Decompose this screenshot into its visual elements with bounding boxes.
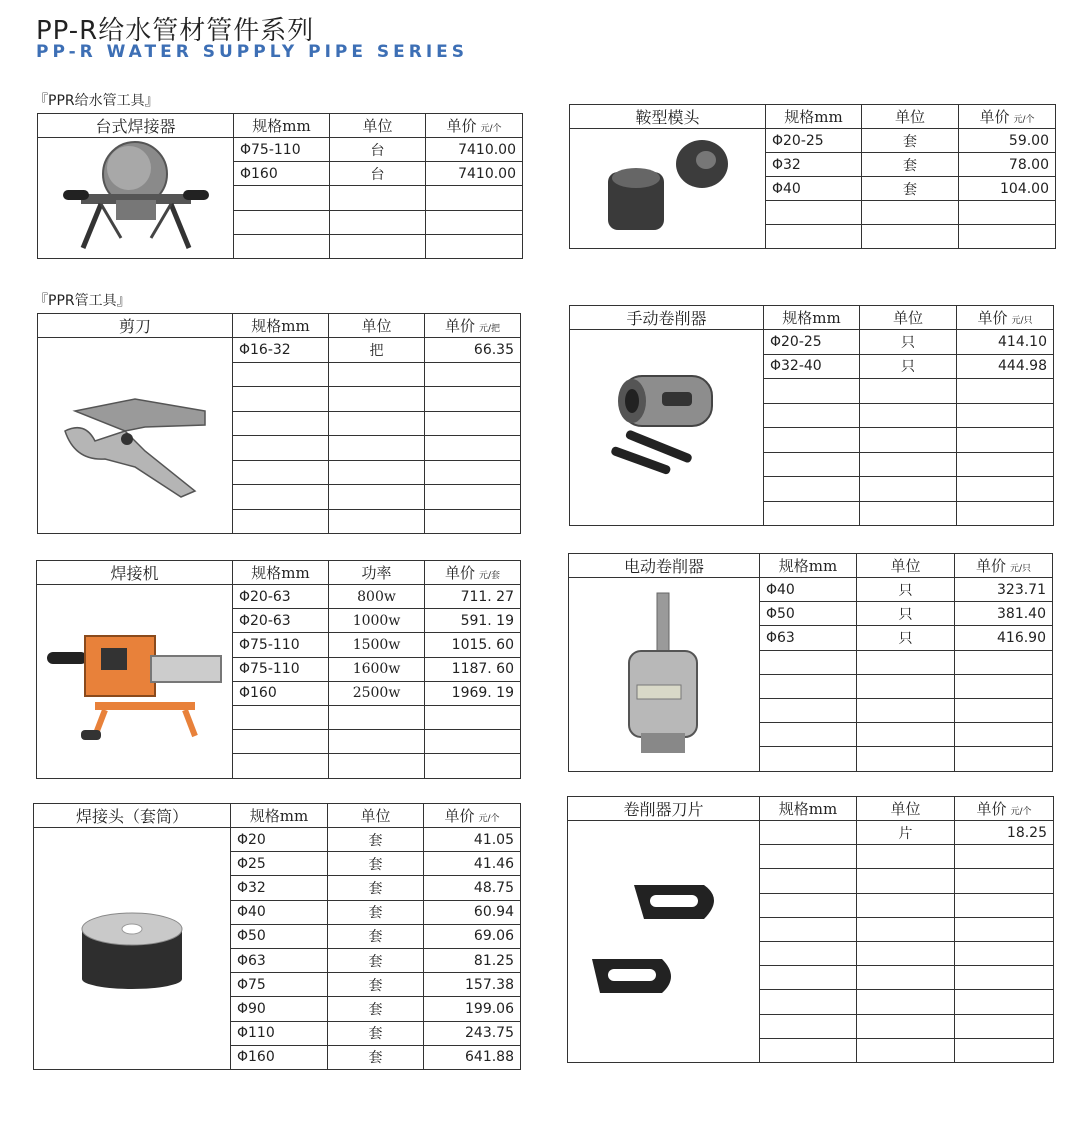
cell-unit (860, 477, 957, 502)
cell-price (425, 460, 521, 485)
cell-unit (857, 845, 955, 869)
cell-price (955, 990, 1054, 1014)
product-table-electric-peeler (568, 553, 1053, 772)
cell-spec (764, 379, 860, 404)
table-row (570, 129, 1056, 153)
cell-price: 1187. 60 (425, 657, 521, 681)
column-header-unit: 功率 (329, 561, 425, 585)
cell-unit (330, 210, 426, 234)
cell-unit: 套 (328, 1045, 424, 1069)
cell-unit: 只 (860, 354, 957, 379)
cell-unit: 套 (862, 153, 959, 177)
product-table-peeler-blade (567, 796, 1054, 1063)
cell-unit: 套 (328, 948, 424, 972)
page-subtitle: PP-R WATER SUPPLY PIPE SERIES (36, 42, 469, 62)
cell-spec (760, 821, 857, 845)
cell-price: 7410.00 (426, 162, 523, 186)
cell-price (955, 723, 1053, 747)
cell-spec (233, 387, 329, 412)
cell-spec: Φ20-25 (764, 330, 860, 355)
product-table-welding-machine (36, 560, 521, 779)
cell-spec (233, 460, 329, 485)
cell-price (425, 754, 521, 778)
cell-price (955, 650, 1053, 674)
cell-unit (330, 186, 426, 210)
cell-price (955, 941, 1054, 965)
cell-spec (233, 411, 329, 436)
column-header-price: 单价 元/个 (424, 804, 521, 828)
cell-spec: Φ160 (231, 1045, 328, 1069)
cell-unit: 800w (329, 585, 425, 609)
cell-price: 1969. 19 (425, 681, 521, 705)
cell-price (955, 698, 1053, 722)
cell-spec (760, 674, 857, 698)
cell-spec: Φ160 (234, 162, 330, 186)
cell-unit (329, 705, 425, 729)
cell-price: 78.00 (959, 153, 1056, 177)
price-unit-label: 元/个 (1013, 115, 1035, 125)
cell-price: 243.75 (424, 1021, 521, 1045)
cell-spec: Φ25 (231, 852, 328, 876)
price-unit-label: 元/只 (1009, 564, 1032, 574)
cell-unit (329, 754, 425, 778)
cell-spec (760, 747, 857, 771)
cell-unit: 套 (328, 973, 424, 997)
cell-price: 48.75 (424, 876, 521, 900)
cell-spec: Φ40 (231, 900, 328, 924)
cell-price: 66.35 (425, 338, 521, 363)
cell-price (426, 234, 523, 258)
product-table-welding-head (33, 803, 521, 1070)
cell-unit (857, 869, 955, 893)
cell-unit: 只 (857, 578, 955, 602)
cell-price: 157.38 (424, 973, 521, 997)
cell-unit: 台 (330, 138, 426, 162)
product-table-saddle-die (569, 104, 1056, 249)
cell-price: 1015. 60 (425, 633, 521, 657)
cell-unit (329, 485, 425, 510)
cell-unit (860, 403, 957, 428)
cell-spec (760, 1014, 857, 1038)
cell-unit (329, 362, 425, 387)
cell-spec (760, 1038, 857, 1062)
cell-price: 444.98 (957, 354, 1054, 379)
cell-price (955, 869, 1054, 893)
cell-spec (233, 754, 329, 778)
cell-price: 381.40 (955, 602, 1053, 626)
cell-spec (760, 869, 857, 893)
cell-spec: Φ63 (231, 948, 328, 972)
column-header-price: 单价 元/把 (425, 314, 521, 338)
cell-spec (234, 210, 330, 234)
cell-spec: Φ20-63 (233, 609, 329, 633)
cell-price (959, 225, 1056, 249)
column-header-product: 卷削器刀片 (568, 797, 760, 821)
cell-price (957, 428, 1054, 453)
cell-unit: 套 (328, 997, 424, 1021)
section-label-pipe-tools: 『PPR管工具』 (34, 293, 131, 309)
cell-unit (857, 966, 955, 990)
cell-unit (329, 730, 425, 754)
cell-unit (857, 723, 955, 747)
cell-unit: 套 (862, 129, 959, 153)
cell-price (426, 210, 523, 234)
welding-head-icon (34, 828, 231, 1070)
cell-spec: Φ40 (760, 578, 857, 602)
column-header-price: 单价 元/只 (957, 306, 1054, 330)
cell-unit: 只 (860, 330, 957, 355)
cell-spec (764, 428, 860, 453)
welding-machine-icon (37, 585, 233, 779)
section-label-supply-tools: 『PPR给水管工具』 (34, 93, 159, 109)
cell-unit (330, 234, 426, 258)
cell-spec (760, 650, 857, 674)
column-header-product: 手动卷削器 (570, 306, 764, 330)
cell-spec: Φ32 (231, 876, 328, 900)
column-header-unit: 单位 (862, 105, 959, 129)
cell-price: 41.05 (424, 828, 521, 852)
column-header-product: 焊接头（套筒） (34, 804, 231, 828)
column-header-spec: 规格mm (233, 561, 329, 585)
table-row (568, 821, 1054, 845)
cell-price: 7410.00 (426, 138, 523, 162)
column-header-spec: 规格mm (231, 804, 328, 828)
cell-unit: 2500w (329, 681, 425, 705)
cell-price (955, 845, 1054, 869)
cell-spec (233, 362, 329, 387)
cell-unit: 只 (857, 626, 955, 650)
cell-spec: Φ32 (766, 153, 862, 177)
cell-price (955, 1014, 1054, 1038)
price-unit-label: 元/把 (478, 324, 501, 334)
cell-price (955, 747, 1053, 771)
cell-price (426, 186, 523, 210)
cell-price: 199.06 (424, 997, 521, 1021)
cell-spec (760, 893, 857, 917)
price-unit-label: 元/个 (1010, 807, 1032, 817)
cell-unit (329, 436, 425, 461)
cell-spec (234, 234, 330, 258)
table-row (38, 138, 523, 162)
table-row (34, 828, 521, 852)
cell-price: 641.88 (424, 1045, 521, 1069)
cell-price: 41.46 (424, 852, 521, 876)
cell-spec: Φ75-110 (233, 657, 329, 681)
cell-price: 416.90 (955, 626, 1053, 650)
cell-unit: 套 (328, 1021, 424, 1045)
column-header-unit: 单位 (328, 804, 424, 828)
cell-spec (764, 501, 860, 526)
cell-unit: 套 (328, 828, 424, 852)
cell-unit (862, 201, 959, 225)
cell-spec (233, 730, 329, 754)
cell-price (425, 411, 521, 436)
cell-unit: 台 (330, 162, 426, 186)
column-header-product: 剪刀 (38, 314, 233, 338)
cell-unit (329, 387, 425, 412)
cell-spec (760, 698, 857, 722)
cell-price (957, 501, 1054, 526)
cell-unit (862, 225, 959, 249)
cell-price: 18.25 (955, 821, 1054, 845)
cell-spec: Φ90 (231, 997, 328, 1021)
column-header-price: 单价 元/个 (426, 114, 523, 138)
cell-unit: 把 (329, 338, 425, 363)
cell-unit (857, 650, 955, 674)
cell-price: 59.00 (959, 129, 1056, 153)
column-header-product: 鞍型模头 (570, 105, 766, 129)
cell-price: 323.71 (955, 578, 1053, 602)
electric-peeler-icon (569, 578, 760, 772)
cell-spec: Φ63 (760, 626, 857, 650)
cell-price: 711. 27 (425, 585, 521, 609)
cell-unit (860, 428, 957, 453)
cell-spec: Φ50 (760, 602, 857, 626)
column-header-product: 电动卷削器 (569, 554, 760, 578)
cell-price: 81.25 (424, 948, 521, 972)
cell-spec: Φ20 (231, 828, 328, 852)
cell-unit (857, 990, 955, 1014)
cell-spec (766, 201, 862, 225)
cell-spec: Φ160 (233, 681, 329, 705)
cell-spec: Φ16-32 (233, 338, 329, 363)
column-header-product: 台式焊接器 (38, 114, 234, 138)
cell-unit (857, 1038, 955, 1062)
cell-spec (764, 477, 860, 502)
cell-price (955, 674, 1053, 698)
column-header-spec: 规格mm (760, 797, 857, 821)
table-row (37, 585, 521, 609)
cell-price (955, 917, 1054, 941)
cell-spec: Φ32-40 (764, 354, 860, 379)
cell-price: 69.06 (424, 924, 521, 948)
column-header-spec: 规格mm (766, 105, 862, 129)
cell-price: 414.10 (957, 330, 1054, 355)
price-unit-label: 元/个 (478, 814, 500, 824)
cell-spec: Φ110 (231, 1021, 328, 1045)
cell-spec: Φ20-63 (233, 585, 329, 609)
pipe-scissors-icon (38, 338, 233, 534)
cell-unit (860, 501, 957, 526)
cell-spec: Φ40 (766, 177, 862, 201)
cell-price (425, 436, 521, 461)
cell-spec (760, 941, 857, 965)
column-header-unit: 单位 (857, 554, 955, 578)
cell-spec (760, 845, 857, 869)
cell-price (425, 705, 521, 729)
cell-spec (233, 485, 329, 510)
cell-spec: Φ75-110 (233, 633, 329, 657)
column-header-product: 焊接机 (37, 561, 233, 585)
cell-spec (233, 705, 329, 729)
cell-price (957, 403, 1054, 428)
cell-spec (760, 723, 857, 747)
cell-price (955, 1038, 1054, 1062)
cell-unit: 套 (328, 852, 424, 876)
cell-unit (857, 698, 955, 722)
column-header-unit: 单位 (860, 306, 957, 330)
cell-spec (764, 403, 860, 428)
cell-unit (857, 1014, 955, 1038)
cell-unit (857, 893, 955, 917)
cell-unit (857, 747, 955, 771)
cell-unit (860, 379, 957, 404)
peeler-blade-icon (568, 821, 760, 1063)
cell-spec: Φ50 (231, 924, 328, 948)
cell-spec (233, 436, 329, 461)
column-header-spec: 规格mm (760, 554, 857, 578)
page-title: PP-R给水管材管件系列 (36, 16, 315, 46)
cell-unit (329, 460, 425, 485)
cell-unit: 套 (328, 924, 424, 948)
cell-price (955, 966, 1054, 990)
cell-spec (760, 917, 857, 941)
cell-unit: 片 (857, 821, 955, 845)
cell-unit: 只 (857, 602, 955, 626)
table-row (38, 338, 521, 363)
cell-price (957, 379, 1054, 404)
cell-unit: 套 (862, 177, 959, 201)
cell-unit: 1600w (329, 657, 425, 681)
cell-price: 60.94 (424, 900, 521, 924)
table-row (570, 330, 1054, 355)
cell-unit: 套 (328, 900, 424, 924)
cell-price: 591. 19 (425, 609, 521, 633)
cell-spec (764, 452, 860, 477)
cell-spec (760, 966, 857, 990)
cell-price (425, 730, 521, 754)
cell-unit (329, 411, 425, 436)
column-header-price: 单价 元/只 (955, 554, 1053, 578)
cell-price (425, 485, 521, 510)
cell-spec (760, 990, 857, 1014)
cell-price (957, 477, 1054, 502)
cell-unit: 套 (328, 876, 424, 900)
price-unit-label: 元/套 (478, 571, 501, 581)
column-header-price: 单价 元/个 (955, 797, 1054, 821)
cell-price (959, 201, 1056, 225)
column-header-spec: 规格mm (764, 306, 860, 330)
cell-price: 104.00 (959, 177, 1056, 201)
cell-unit (860, 452, 957, 477)
cell-unit: 1500w (329, 633, 425, 657)
cell-unit (857, 674, 955, 698)
cell-price (957, 452, 1054, 477)
cell-unit (857, 941, 955, 965)
cell-price (425, 509, 521, 534)
bench-welder-icon (38, 138, 234, 259)
price-unit-label: 元/只 (1011, 316, 1033, 326)
cell-unit (329, 509, 425, 534)
table-row (569, 578, 1053, 602)
cell-spec: Φ20-25 (766, 129, 862, 153)
column-header-unit: 单位 (329, 314, 425, 338)
cell-spec: Φ75 (231, 973, 328, 997)
saddle-die-icon (570, 129, 766, 249)
cell-unit: 1000w (329, 609, 425, 633)
cell-unit (857, 917, 955, 941)
column-header-unit: 单位 (857, 797, 955, 821)
column-header-spec: 规格mm (233, 314, 329, 338)
cell-spec: Φ75-110 (234, 138, 330, 162)
price-unit-label: 元/个 (480, 124, 502, 134)
product-table-bench-welder (37, 113, 523, 259)
cell-spec (766, 225, 862, 249)
cell-price (425, 362, 521, 387)
column-header-spec: 规格mm (234, 114, 330, 138)
column-header-unit: 单位 (330, 114, 426, 138)
cell-price (425, 387, 521, 412)
manual-peeler-icon (570, 330, 764, 526)
cell-spec (234, 186, 330, 210)
cell-spec (233, 509, 329, 534)
column-header-price: 单价 元/套 (425, 561, 521, 585)
column-header-price: 单价 元/个 (959, 105, 1056, 129)
product-table-manual-peeler (569, 305, 1054, 526)
product-table-scissors (37, 313, 521, 534)
cell-price (955, 893, 1054, 917)
